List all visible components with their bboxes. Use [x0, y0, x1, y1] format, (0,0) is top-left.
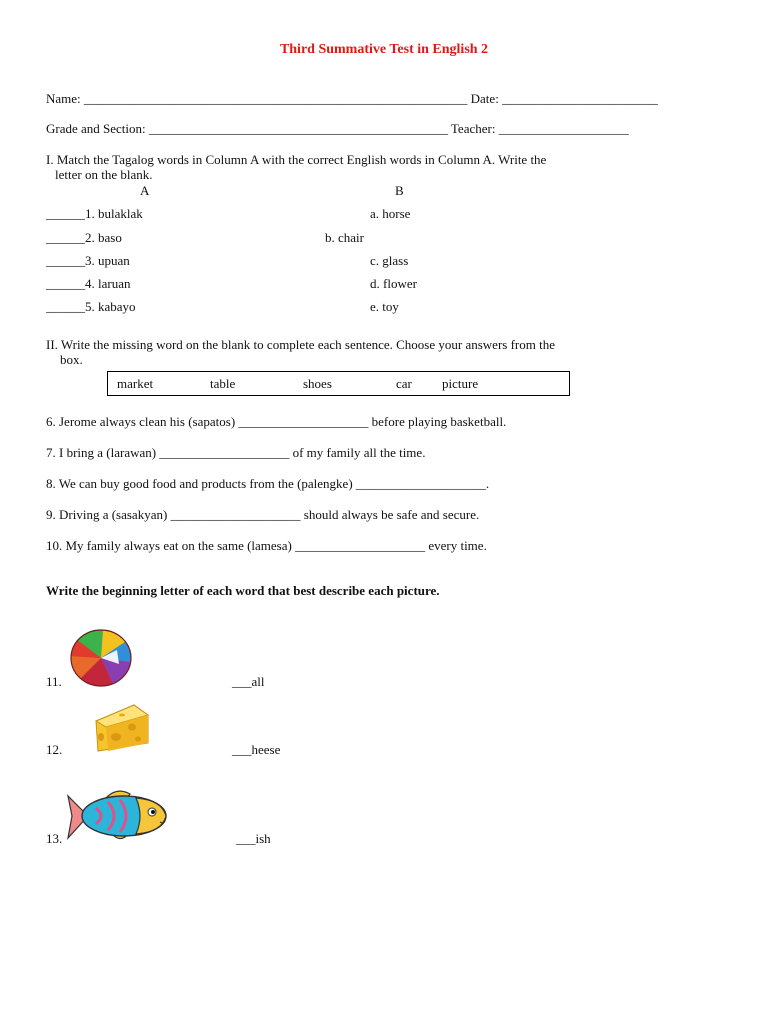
match-item-a: ______5. kabayo	[46, 299, 136, 314]
ball-icon	[69, 628, 133, 693]
picture-item-number: 11.	[46, 674, 62, 689]
match-item-a: ______4. laruan	[46, 276, 131, 291]
fish-icon	[66, 786, 170, 851]
grade-teacher-line: Grade and Section: ______________________________________________ Teacher: ____________________	[46, 121, 629, 136]
match-item-b: c. glass	[370, 253, 409, 268]
word-box	[107, 371, 570, 396]
part1-instruction-cont: letter on the blank.	[55, 167, 153, 182]
column-b-heading: B	[395, 183, 404, 198]
cheese-icon	[92, 703, 152, 760]
picture-answer: ___ish	[236, 831, 271, 846]
match-item-b: e. toy	[370, 299, 399, 314]
match-item-a: ______1. bulaklak	[46, 206, 143, 221]
sentence-item: 7. I bring a (larawan) ____________________ of my family all the time.	[46, 445, 426, 460]
word-box-item: shoes	[303, 376, 332, 391]
sentence-item: 6. Jerome always clean his (sapatos) ____________________ before playing basketball.	[46, 414, 507, 429]
part2-instruction: II. Write the missing word on the blank to complete each sentence. Choose your answers from the	[46, 337, 555, 352]
sentence-item: 9. Driving a (sasakyan) ____________________ should always be safe and secure.	[46, 507, 480, 522]
part3-instruction: Write the beginning letter of each word that best describe each picture.	[46, 583, 440, 598]
match-item-a: ______2. baso	[46, 230, 122, 245]
picture-item-number: 13.	[46, 831, 63, 846]
sentence-item: 10. My family always eat on the same (lamesa) ____________________ every time.	[46, 538, 487, 553]
match-item-b: b. chair	[325, 230, 364, 245]
match-item-a: ______3. upuan	[46, 253, 130, 268]
word-box-item: market	[117, 376, 154, 391]
word-box-item: picture	[442, 376, 479, 391]
word-box-item: car	[396, 376, 412, 391]
page-title: Third Summative Test in English 2	[279, 42, 489, 57]
part1-instruction: I. Match the Tagalog words in Column A with the correct English words in Column A. Write the	[46, 152, 547, 167]
word-box-item: table	[210, 376, 236, 391]
match-item-b: a. horse	[370, 206, 411, 221]
picture-item-number: 12.	[46, 742, 63, 757]
column-a-heading: A	[140, 183, 150, 198]
sentence-item: 8. We can buy good food and products from the (palengke) ____________________.	[46, 476, 490, 491]
picture-answer: ___heese	[232, 742, 281, 757]
picture-answer: ___all	[232, 674, 265, 689]
match-item-b: d. flower	[370, 276, 417, 291]
name-date-line: Name: ___________________________________________________________ Date: ________________________	[46, 91, 659, 106]
part2-instruction-cont: box.	[60, 352, 83, 367]
